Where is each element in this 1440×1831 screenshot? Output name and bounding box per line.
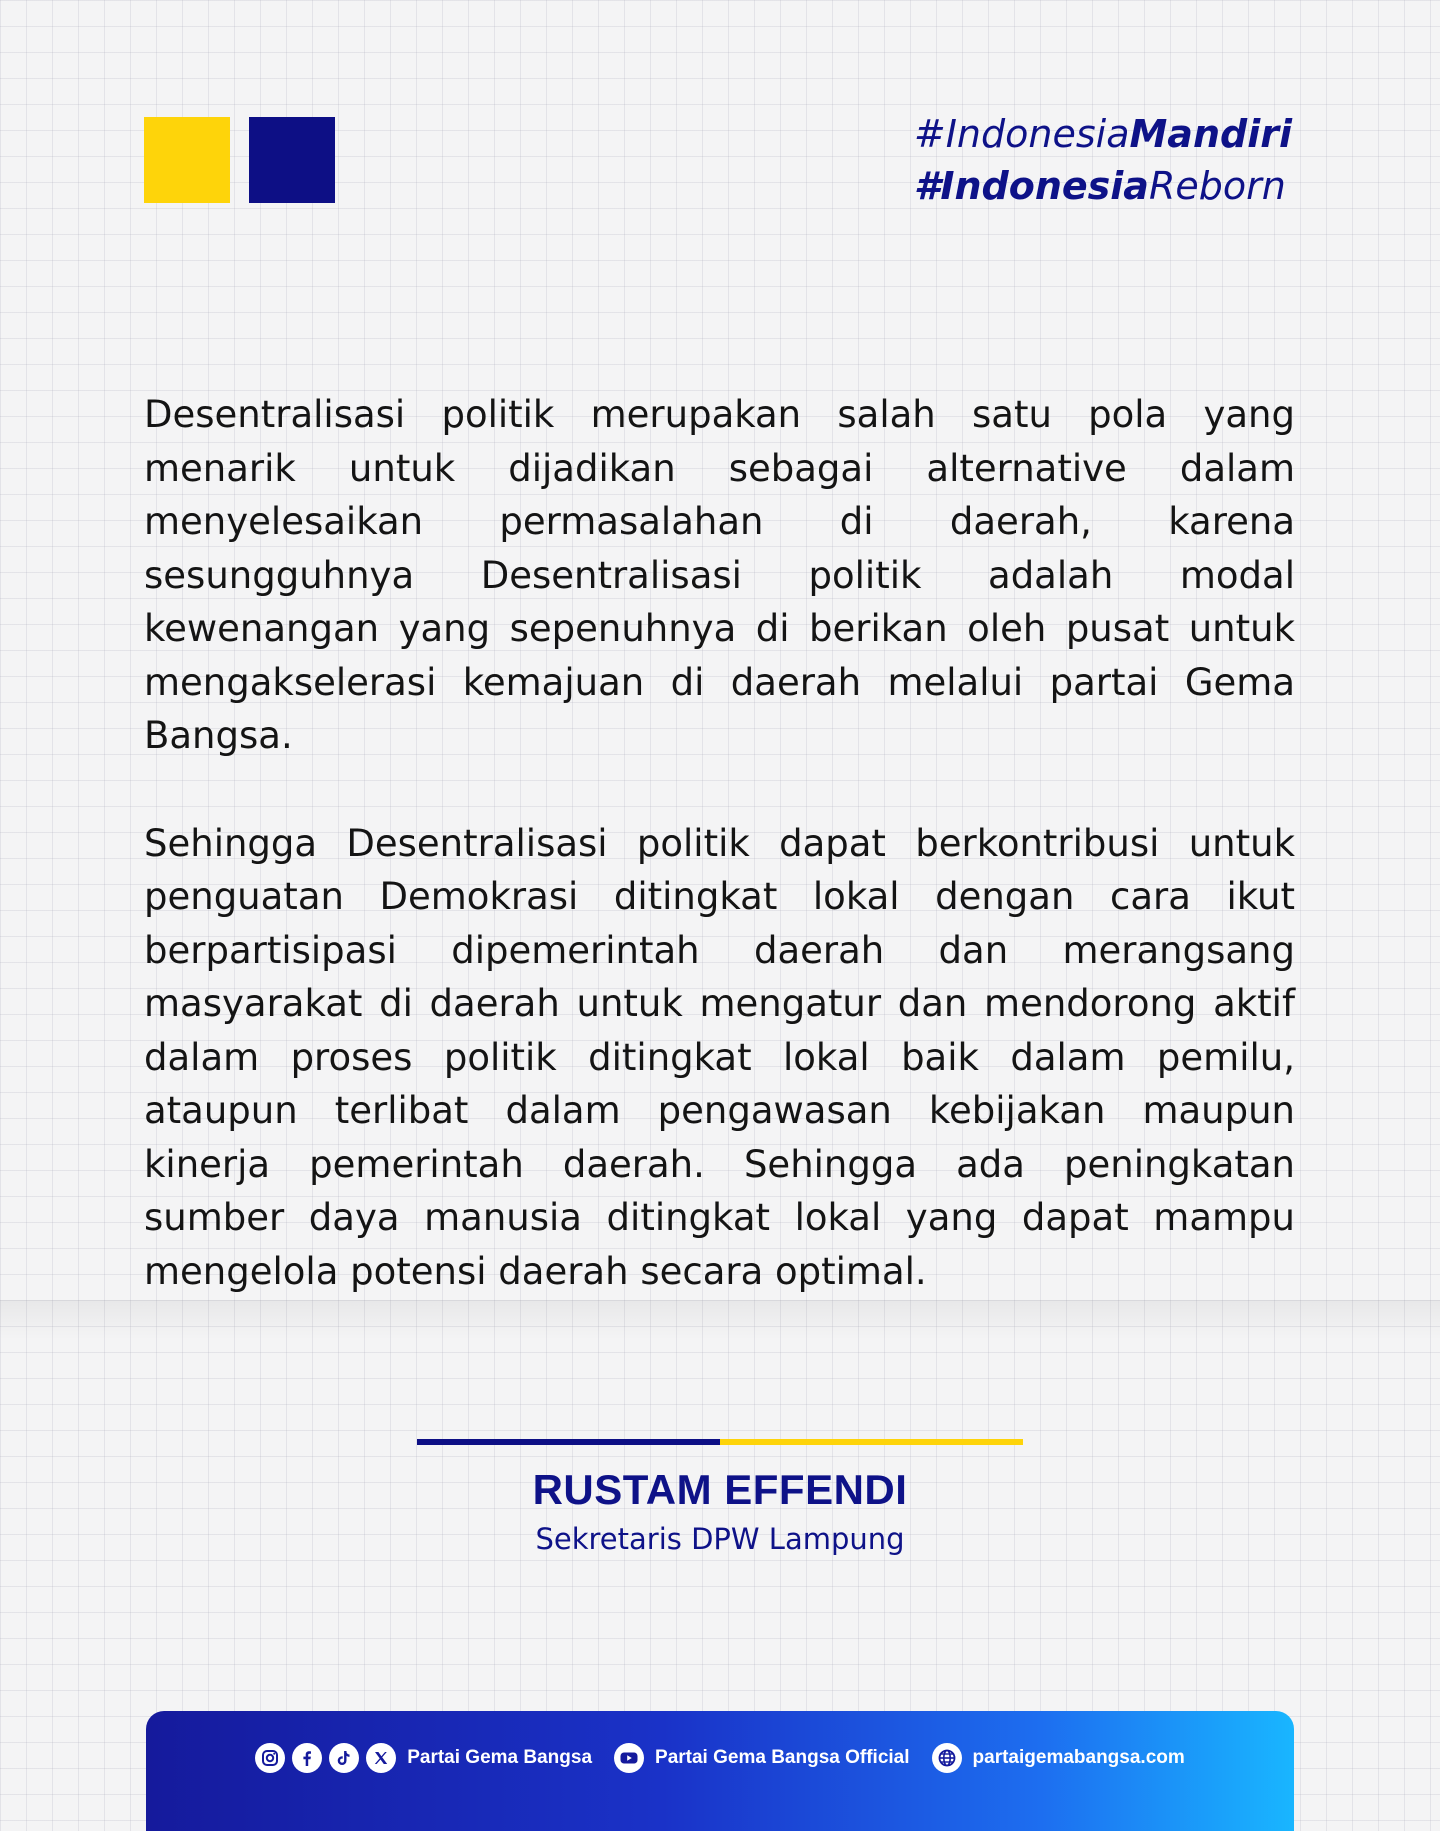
- paper-fold-shadow: [0, 1300, 1440, 1340]
- youtube-channel-label[interactable]: Partai Gema Bangsa Official: [655, 1747, 910, 1768]
- hashtag-indonesia-mandiri: #IndonesiaMandiri: [913, 112, 1292, 156]
- footer-youtube-group[interactable]: [614, 1743, 910, 1773]
- hashtag-indonesia-reborn: #IndonesiaReborn: [913, 164, 1286, 208]
- footer-website-group[interactable]: [932, 1743, 1185, 1773]
- facebook-icon[interactable]: [292, 1743, 322, 1773]
- footer-social-group[interactable]: [255, 1743, 592, 1773]
- social-handle-label[interactable]: Partai Gema Bangsa: [407, 1747, 593, 1768]
- website-url-label[interactable]: partaigemabangsa.com: [972, 1747, 1185, 1768]
- x-icon[interactable]: [366, 1743, 396, 1773]
- youtube-icon[interactable]: [614, 1743, 644, 1773]
- brand-square-navy: [249, 117, 335, 203]
- paragraph-2: Sehingga Desentralisasi politik dapat berkontribusi untuk penguatan Demokrasi ditingkat lokal dengan cara ikut berpartisipasi dipemerintah daerah dan merangsang masyarakat di daerah untuk mengatur dan mendorong aktif dalam proses politik ditingkat lokal baik dalam pemilu, ataupun terlibat dalam pengawasan kebijakan maupun kinerja pemerintah daerah. Sehingga ada peningkatan sumber daya manusia ditingkat lokal yang dapat mampu mengelola potensi daerah secara optimal.: [144, 821, 1295, 1293]
- globe-icon[interactable]: [932, 1743, 962, 1773]
- signature-line-navy: [417, 1439, 720, 1445]
- tiktok-icon[interactable]: [329, 1743, 359, 1773]
- brand-square-yellow: [144, 117, 230, 203]
- signature-title: Sekretaris DPW Lampung: [535, 1522, 905, 1556]
- signature-line-yellow: [720, 1439, 1023, 1445]
- hashtags: [914, 108, 1292, 212]
- signature-name: RUSTAM EFFENDI: [532, 1466, 908, 1513]
- footer-content: [146, 1740, 1294, 1776]
- instagram-icon[interactable]: [255, 1743, 285, 1773]
- article-body: [144, 388, 1295, 1298]
- paragraph-1: Desentralisasi politik merupakan salah satu pola yang menarik untuk dijadikan sebagai alternative dalam menyelesaikan permasalahan di daerah, karena sesungguhnya Desentralisasi politik adalah modal kewenangan yang sepenuhnya di berikan oleh pusat untuk mengakselerasi kemajuan di daerah melalui partai Gema Bangsa.: [144, 393, 1295, 757]
